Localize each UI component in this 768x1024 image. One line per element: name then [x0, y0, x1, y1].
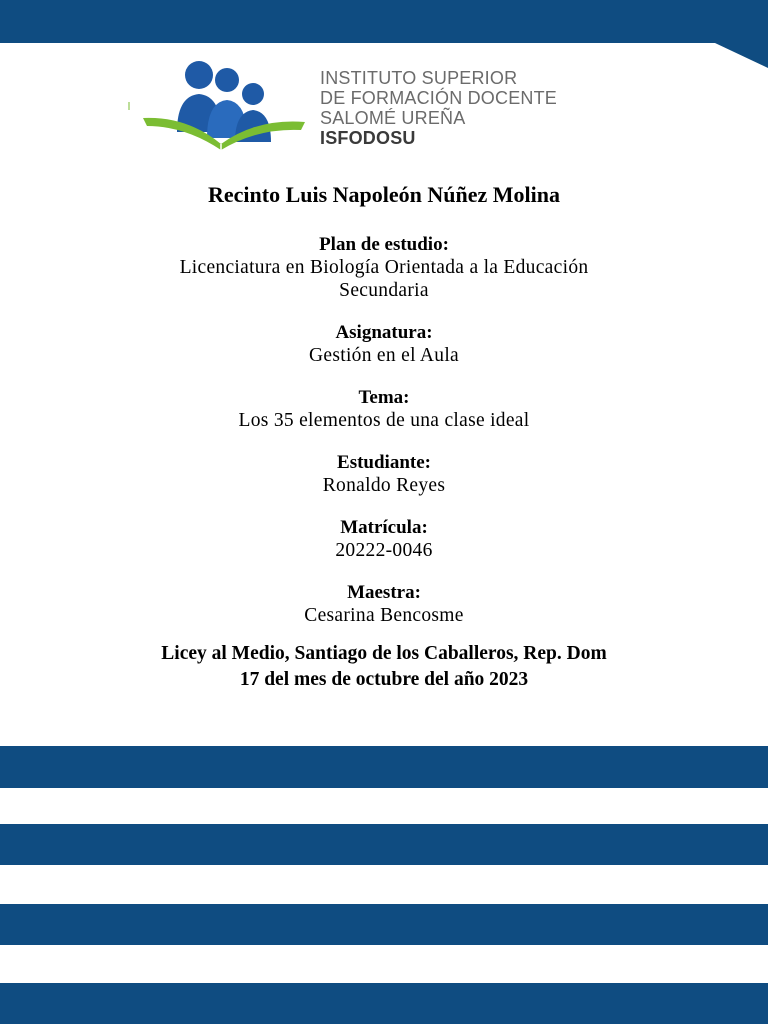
subject-value: Gestión en el Aula [309, 345, 459, 366]
topic-value: Los 35 elementos de una clase ideal [238, 410, 530, 431]
teacher-label: Maestra: [347, 582, 421, 603]
bottom-stripe [0, 904, 768, 945]
plan-section [20, 234, 748, 302]
figure-head-icon [242, 83, 264, 105]
people-reading-book-icon [125, 58, 310, 153]
top-corner-accent [715, 43, 768, 68]
top-header-band [0, 0, 768, 43]
footer-location: Licey al Medio, Santiago de los Caballeros, Rep. Dom [161, 643, 607, 664]
plan-value-line-1: Licenciatura en Biología Orientada a la Educación [179, 257, 589, 278]
student-section [20, 452, 748, 497]
logo-line-3: SALOMÉ UREÑA [320, 108, 466, 128]
subject-section [20, 322, 748, 367]
footer-date: 17 del mes de octubre del año 2023 [239, 669, 529, 690]
cover-content [20, 180, 748, 693]
student-label: Estudiante: [337, 452, 431, 473]
campus-title: Recinto Luis Napoleón Núñez Molina [207, 182, 561, 207]
bottom-stripe [0, 824, 768, 865]
topic-section [20, 387, 748, 432]
plan-label: Plan de estudio: [319, 234, 449, 255]
teacher-section [20, 582, 748, 627]
enrollment-value: 20222-0046 [335, 540, 433, 561]
cover-footer [20, 641, 748, 693]
logo-line-1: INSTITUTO SUPERIOR [320, 68, 518, 88]
student-value: Ronaldo Reyes [322, 475, 446, 496]
teacher-value: Cesarina Bencosme [304, 605, 464, 626]
bottom-stripe [0, 746, 768, 788]
institution-name [320, 68, 557, 148]
enrollment-section [20, 517, 748, 562]
logo-line-2: DE FORMACIÓN DOCENTE [320, 88, 558, 108]
bottom-stripe [0, 983, 768, 1024]
subject-label: Asignatura: [335, 322, 433, 343]
topic-label: Tema: [358, 387, 410, 408]
institution-logo [125, 58, 665, 158]
figure-head-icon [215, 68, 239, 92]
logo-acronym: ISFODOSU [320, 128, 416, 148]
enrollment-label: Matrícula: [340, 517, 428, 538]
figure-head-icon [185, 61, 213, 89]
plan-value-line-2: Secundaria [339, 280, 429, 301]
